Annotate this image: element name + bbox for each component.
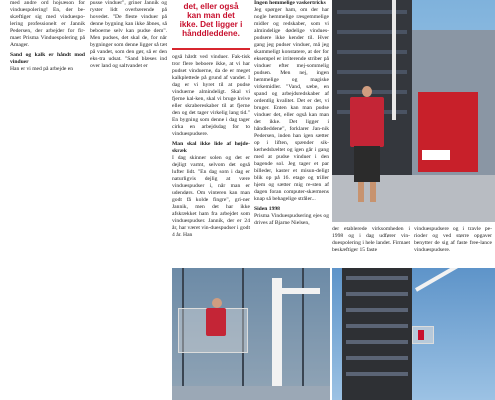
article-paragraph: der etablerede virksomheden i 1998 og i dag udfører vin-duespolering i hele landet. Firmaet beskæftiger 15 faste — [332, 226, 410, 253]
article-column-5 — [414, 226, 492, 255]
section-heading: Man skal ikke lide af højde-skræk — [172, 141, 250, 154]
article-paragraph: pusse vinduer", griner Jannik og ryster lidt overbærende på hovedet. "De fleste vinduer på denne bygning kan ikke åbnes, så beboerne selv kan pudse dem". Men pudses, det skal de, for når bygninger som denne ligger så tæt på vandet, som den gør, så er den eks-tra udsat. "Sand blæses ind over land og saltvandet er — [90, 0, 167, 69]
section-heading: Sand og kalk er håndt mod vinduer — [10, 52, 85, 65]
photo-window-cleaner-lift — [172, 268, 330, 400]
article-paragraph: I dag skinner solen og det er dejligt varmt, selvom det også lufter lidt. "En dag som i dag er naturligvis dejlig at være vinduespudser i, når man er udendørs. Om vinteren kan man godt få kolde fingre", gri-ner Jannik, men det har ikke afskrækket ham fra arbejdet som vinduespudser. Jannik, der er 24 år, har været vin-duespudser i godt 4 år. Han — [172, 155, 250, 238]
article-column-3 — [254, 0, 329, 228]
article-paragraph: vinduespudsere og i travle pe-rioder og ved større opgaver benytter de sig af faste free-lance vinduespudsere. — [414, 226, 492, 253]
pull-quote — [172, 0, 250, 50]
article-column-2b — [172, 54, 250, 240]
photo-highrise-lift — [332, 268, 495, 400]
article-paragraph: Jeg spørger ham, om der har nogle hemmelige ræsgemmelige midler og redskaber, som vi almindelige dødelige vindues-pudsere ikke kender til. Hver gang jeg pudser vinduer, må jeg skammeligt konstatere, at der for eksempel er irriterende striber på vinduer efter mej-sommelig pudsen. Men nej, ingen hemmelige og magiske virkemidler. "Vand, sæbe, en spand og arbejdsredskaber af ordentlig kvalitet. Det er det, vi bruger. Enten kan man pudse vinduer det, eller også kan man det ikke. Det ligger i håndleddene", forklarer Jan-nik Pedersen, inden han igen sætter op i liften, spænder sik-kerhedsbæltet og igen går i gang med at pudse vinduer i den bagende sol. Jeg tager et par billeder, kaster et misun-deligt blik op på 16. etage og triller hjem og sætter mig re-sten af dagen foran computer-skærmens knap så behagelige stråler... — [254, 7, 329, 202]
photo-building-truck — [332, 0, 495, 222]
pull-quote-line: ikke. Det ligger i — [179, 20, 243, 29]
section-heading: Ingen hemmelige vaskertricks — [254, 0, 326, 6]
article-paragraph: med andre ord hojsæson for vinduespolering! En, der be-skæftiger sig med vinduespo-lering professionelt er Jannik Pedersen, der arbejder for fir-maet Prisma Vinduespolering på Amager. — [10, 0, 85, 48]
pull-quote-line: det, eller også — [183, 2, 239, 11]
pull-quote-line: hånddleddene. — [182, 29, 240, 38]
article-column-2 — [90, 0, 167, 71]
article-column-1 — [10, 0, 85, 74]
article-paragraph: Prisma Vinduespudsering ejes og drives af Bjarne Nielsen, — [254, 213, 329, 226]
article-column-4 — [332, 226, 410, 255]
section-heading: Siden 1998 — [254, 206, 280, 212]
article-paragraph: Han er vi med på arbejde en — [10, 66, 74, 72]
pull-quote-line: kan man det — [187, 11, 235, 20]
article-paragraph: også hårdt ved vinduer. Fak-tisk tror flere beboere ikke, at vi har pudset vinduerne, da de er meget kalkplettede på grund af vandet. I dag er vi hyret til at pudse vinduerne almindeligt. Skal vi fjerne kal-ken, skal vi bruge kvive eller skrabereskaber til at fjerne den og det tager virkelig lang tid." En bygning som denne i dag tager cirka en arbejdsdag for to vinduespudsere. — [172, 54, 250, 137]
